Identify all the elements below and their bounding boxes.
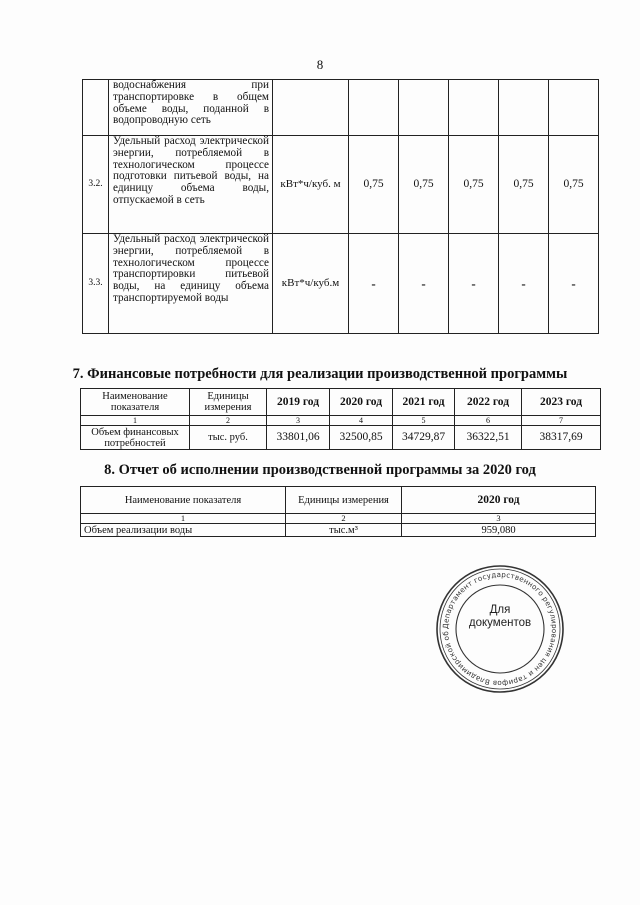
row-number: 3.2. (83, 136, 109, 234)
stamp-center-line1: Для (489, 604, 511, 616)
value-cell: 0,75 (549, 136, 599, 234)
unit-cell: тыс. руб. (190, 426, 267, 450)
column-index: 3 (402, 514, 596, 524)
value-cell (449, 80, 499, 136)
unit-cell: тыс.м³ (286, 524, 402, 537)
stamp-ring-text: Департамент государственного регулирования цен и тарифов Владимирской об (440, 569, 560, 689)
table-row (81, 524, 596, 537)
column-header: 2021 год (393, 389, 455, 416)
column-index: 7 (522, 416, 601, 426)
column-header: Единицы измерения (286, 487, 402, 514)
value-cell: - (399, 234, 449, 334)
value-cell: 34729,87 (393, 426, 455, 450)
table-row (83, 234, 599, 334)
column-header: 2023 год (522, 389, 601, 416)
table-row (81, 426, 601, 450)
column-header: Наименование показателя (81, 389, 190, 416)
indicator-name: Объем реализации воды (81, 524, 286, 537)
indicator-name: водоснабжения при транспортировке в общем объеме воды, поданной в водопроводную сеть (109, 80, 273, 136)
table-row (83, 136, 599, 234)
execution-report-table (80, 486, 596, 537)
unit-cell (273, 80, 349, 136)
value-cell: 0,75 (399, 136, 449, 234)
indicator-name: Удельный расход электрической энергии, потребляемой в технологическом процессе подготовки питьевой воды, на единицу объема воды, отпускаемой в сеть (109, 136, 273, 234)
indicators-table (82, 79, 599, 334)
value-cell: 0,75 (449, 136, 499, 234)
column-header: 2020 год (402, 487, 596, 514)
value-cell (349, 80, 399, 136)
column-index-row (81, 416, 601, 426)
table-row (83, 80, 599, 136)
table-header-row (81, 389, 601, 416)
value-cell: - (349, 234, 399, 334)
column-index-row (81, 514, 596, 524)
value-cell (399, 80, 449, 136)
unit-cell: кВт*ч/куб. м (273, 136, 349, 234)
official-stamp (434, 563, 566, 695)
value-cell: 33801,06 (267, 426, 330, 450)
column-header: 2019 год (267, 389, 330, 416)
value-cell: - (499, 234, 549, 334)
value-cell: - (549, 234, 599, 334)
value-cell: 36322,51 (455, 426, 522, 450)
financial-needs-table (80, 388, 601, 450)
column-index: 5 (393, 416, 455, 426)
value-cell (549, 80, 599, 136)
section-7-title: 7. Финансовые потребности для реализации производственной программы (72, 366, 568, 382)
indicator-name: Удельный расход электрической энергии, потребляемой в технологическом процессе транспортировки питьевой воды, на единицу объема транспортируемой воды (109, 234, 273, 334)
value-cell: 38317,69 (522, 426, 601, 450)
column-index: 4 (330, 416, 393, 426)
column-index: 3 (267, 416, 330, 426)
value-cell: 0,75 (499, 136, 549, 234)
column-header: 2020 год (330, 389, 393, 416)
column-index: 2 (286, 514, 402, 524)
section-8-title: 8. Отчет об исполнении производственной программы за 2020 год (104, 462, 536, 478)
table-header-row (81, 487, 596, 514)
value-cell: - (449, 234, 499, 334)
value-cell: 32500,85 (330, 426, 393, 450)
row-number: 3.3. (83, 234, 109, 334)
column-index: 6 (455, 416, 522, 426)
column-header: Единицы измерения (190, 389, 267, 416)
value-cell: 0,75 (349, 136, 399, 234)
column-header: Наименование показателя (81, 487, 286, 514)
stamp-center-line2: документов (468, 617, 532, 629)
value-cell: 959,080 (402, 524, 596, 537)
unit-cell: кВт*ч/куб.м (273, 234, 349, 334)
page-number: 8 (316, 57, 324, 72)
indicator-name: Объем финансовых потребностей (81, 426, 190, 450)
value-cell (499, 80, 549, 136)
row-number (83, 80, 109, 136)
column-index: 1 (81, 416, 190, 426)
column-index: 1 (81, 514, 286, 524)
column-index: 2 (190, 416, 267, 426)
column-header: 2022 год (455, 389, 522, 416)
